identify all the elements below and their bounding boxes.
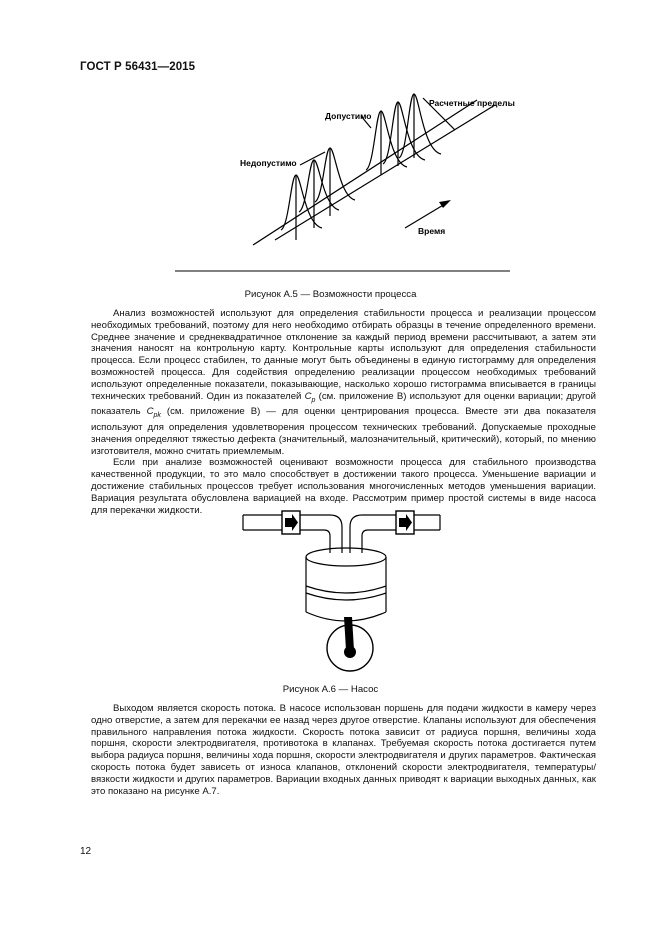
baseline-diagonal-2 [275, 105, 495, 240]
process-capability-figure [175, 80, 520, 280]
body-text-block [91, 308, 596, 516]
figure-a5-caption: Рисунок А.5 — Возможности процесса [244, 289, 417, 300]
document-header: ГОСТ Р 56431—2015 [80, 61, 196, 73]
paragraph-variation-reduction: Если при анализе возможностей оценивают возможности процесса для стабильного производства качественной продукции, то это мало способствует в достижении такого процесса. Уменьшение вариации и достижение стабильных процессов требует использования многочисленных методов уменьшения вариации. Вариация результата обусловлена вариацией на входе. Рассмотрим пример простой системы в виде насоса для перекачки жидкости. [91, 457, 596, 516]
crank-pin [344, 646, 356, 658]
paragraph-capability-analysis: Анализ возможностей используют для определения стабильности процесса и реализации процессом необходимых требований, поэтому для него необходимо отбирать образцы в течение определенного времени. Среднее значение и среднеквадратичное отклонение за каждый период времени рассчитывают, а затем эти значения наносят на контрольную карту. Контрольные карты используют для определения стабильности процесса. Если процесс стабилен, то данные могут быть объединены в единую гистограмму для определения возможностей процесса. Для содействия определению реализации процессом необходимых требований используют определенные показатели, показывающие, насколько хорошо гистограмма вписывается в границы технических требований. Один из показателей $C_p$ (см. приложение В) используют для оценки вариации; другой показатель $C_{pk}$ (см. приложение В) — для оценки центрирования процесса. Вместе эти два показателя используют для определения удовлетворения процессом технических требований. Допускаемые проходные значения определяют тяжестью дефекта (значительный, малозначительный, критический), который, по мнению изготовителя, можно считать приемлемым. [91, 308, 596, 457]
page-number: 12 [80, 846, 92, 857]
pump-figure [240, 500, 450, 678]
paragraph-pump-output: Выходом является скорость потока. В насосе использован поршень для подачи жидкости в камеру через одно отверстие, а затем для перекачки ее назад через другое отверстие. Клапаны используют для обеспечения правильного направления потока жидкости. Скорость потока зависит от радиуса поршня, величины хода поршня, скорости электродвигателя, противотока в клапанах. Требуемая скорость потока достигается путем выбора радиуса поршня, величины хода поршня, скорости электродвигателя и других параметров. Фактическая скорость потока будет зависеть от износа клапанов, отклонений скорости электродвигателя, температуры/вязкости жидкости и других параметров. Вариации входных данных приводят к вариации выходных данных, как это показано на рисунке А.7. [91, 703, 596, 797]
baseline-diagonal-1 [253, 100, 477, 245]
figure-a6-caption: Рисунок А.6 — Насос [282, 684, 379, 695]
distribution-curve [366, 111, 407, 170]
label-design-limits: Расчетные пределы [429, 98, 515, 108]
label-acceptable: Допустимо [325, 111, 372, 121]
connecting-rod [344, 617, 354, 650]
label-unacceptable: Недопустимо [240, 158, 297, 168]
body-text-block-2 [91, 703, 596, 797]
time-arrow [405, 204, 445, 228]
label-time: Время [418, 226, 446, 236]
distribution-curve [281, 175, 322, 230]
distribution-curve [383, 102, 425, 164]
